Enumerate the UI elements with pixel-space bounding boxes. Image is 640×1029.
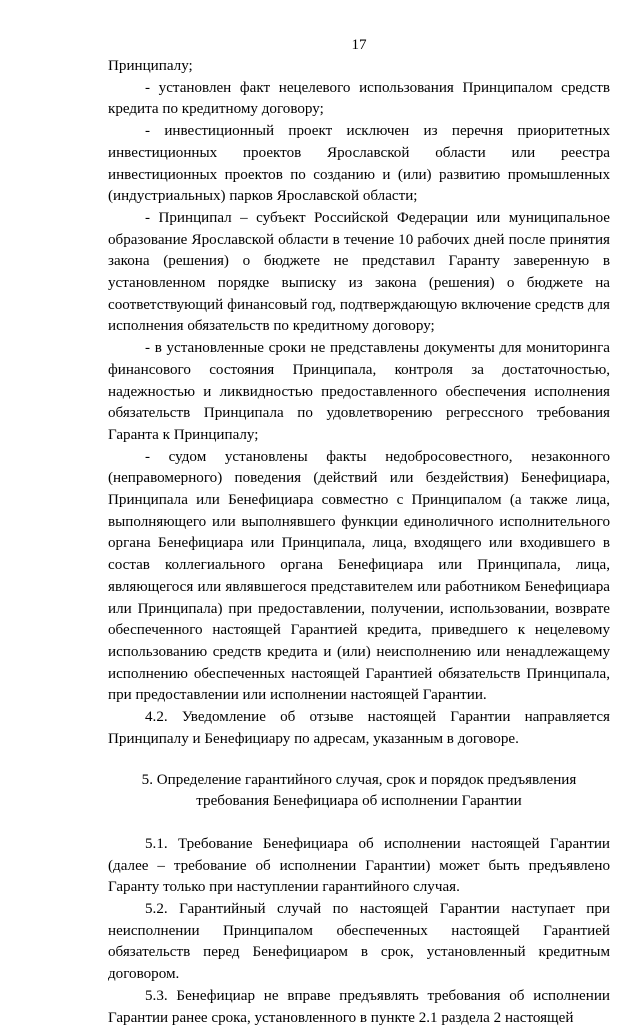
paragraph-misuse-of-funds: - установлен факт нецелевого использования Принципалом средств кредита по кредитному договору; [108, 79, 610, 118]
paragraph-project-excluded: - инвестиционный проект исключен из перечня приоритетных инвестиционных проектов Ярославской области или реестра инвестиционных проектов по созданию и (или) развитию промышленных (индустриальных) парков Ярославской области; [108, 123, 610, 205]
paragraph-4-2: 4.2. Уведомление об отзыве настоящей Гарантии направляется Принципалу и Бенефициару по адресам, указанным в договоре. [108, 709, 610, 747]
document-page [108, 34, 610, 1029]
section-5-heading-line2: требования Бенефициара об исполнении Гарантии [196, 793, 522, 810]
paragraph-budget-extract: - Принципал – субъект Российской Федерации или муниципальное образование Ярославской области в течение 10 рабочих дней после принятия закона (решения) о бюджете не представил Гаранту заверенную в установленном порядке выписку из закона (решения) о бюджете на соответствующий финансовый год, подтверждающую включение средств для исполнения обязательств по кредитному договору; [108, 209, 610, 335]
section-5-heading-line1: 5. Определение гарантийного случая, срок и порядок предъявления [141, 771, 577, 788]
paragraph-continuation: Принципалу; [108, 58, 193, 74]
section-5-heading [108, 770, 610, 813]
page-number: 17 [351, 37, 367, 53]
paragraph-monitoring-documents: - в установленные сроки не представлены документы для мониторинга финансового состояния Принципала, контроля за достаточностью, надежностью и ликвидностью предоставленного обеспечения исполнения обязательств Принципала по удовлетворению регрессного требования Гаранта к Принципалу; [108, 340, 610, 443]
paragraph-5-3: 5.3. Бенефициар не вправе предъявлять требования об исполнении Гарантии ранее срока, установленного в пункте 2.1 раздела 2 настоящей [108, 987, 610, 1026]
paragraph-5-2: 5.2. Гарантийный случай по настоящей Гарантии наступает при неисполнении Принципалом обеспеченных настоящей Гарантией обязательств перед Бенефициаром в срок, установленный кредитным договором. [108, 901, 610, 983]
paragraph-court-findings: - судом установлены факты недобросовестного, незаконного (неправомерного) поведения (действий или бездействия) Бенефициара, Принципала или Бенефициара совместно с Принципалом (а также лица, выполняющего или выполнявшего функции единоличного исполнительного органа Бенефициара или Принципала, лица, входящего или входившего в состав коллегиального органа Бенефициара или Принципала, лица, являющегося или являвшегося представителем или работником Бенефициара или Принципала) при предоставлении, получении, использовании, возврате обеспеченного настоящей Гарантией кредита, приведшего к нецелевому использованию средств кредита и (или) неисполнению или ненадлежащему исполнению обеспеченных настоящей Гарантией обязательств Принципала, при предоставлении или исполнении настоящей Гарантии. [108, 448, 610, 704]
paragraph-5-1: 5.1. Требование Бенефициара об исполнении настоящей Гарантии (далее – требование об исполнении Гарантии) может быть предъявлено Гаранту только при наступлении гарантийного случая. [108, 835, 610, 896]
